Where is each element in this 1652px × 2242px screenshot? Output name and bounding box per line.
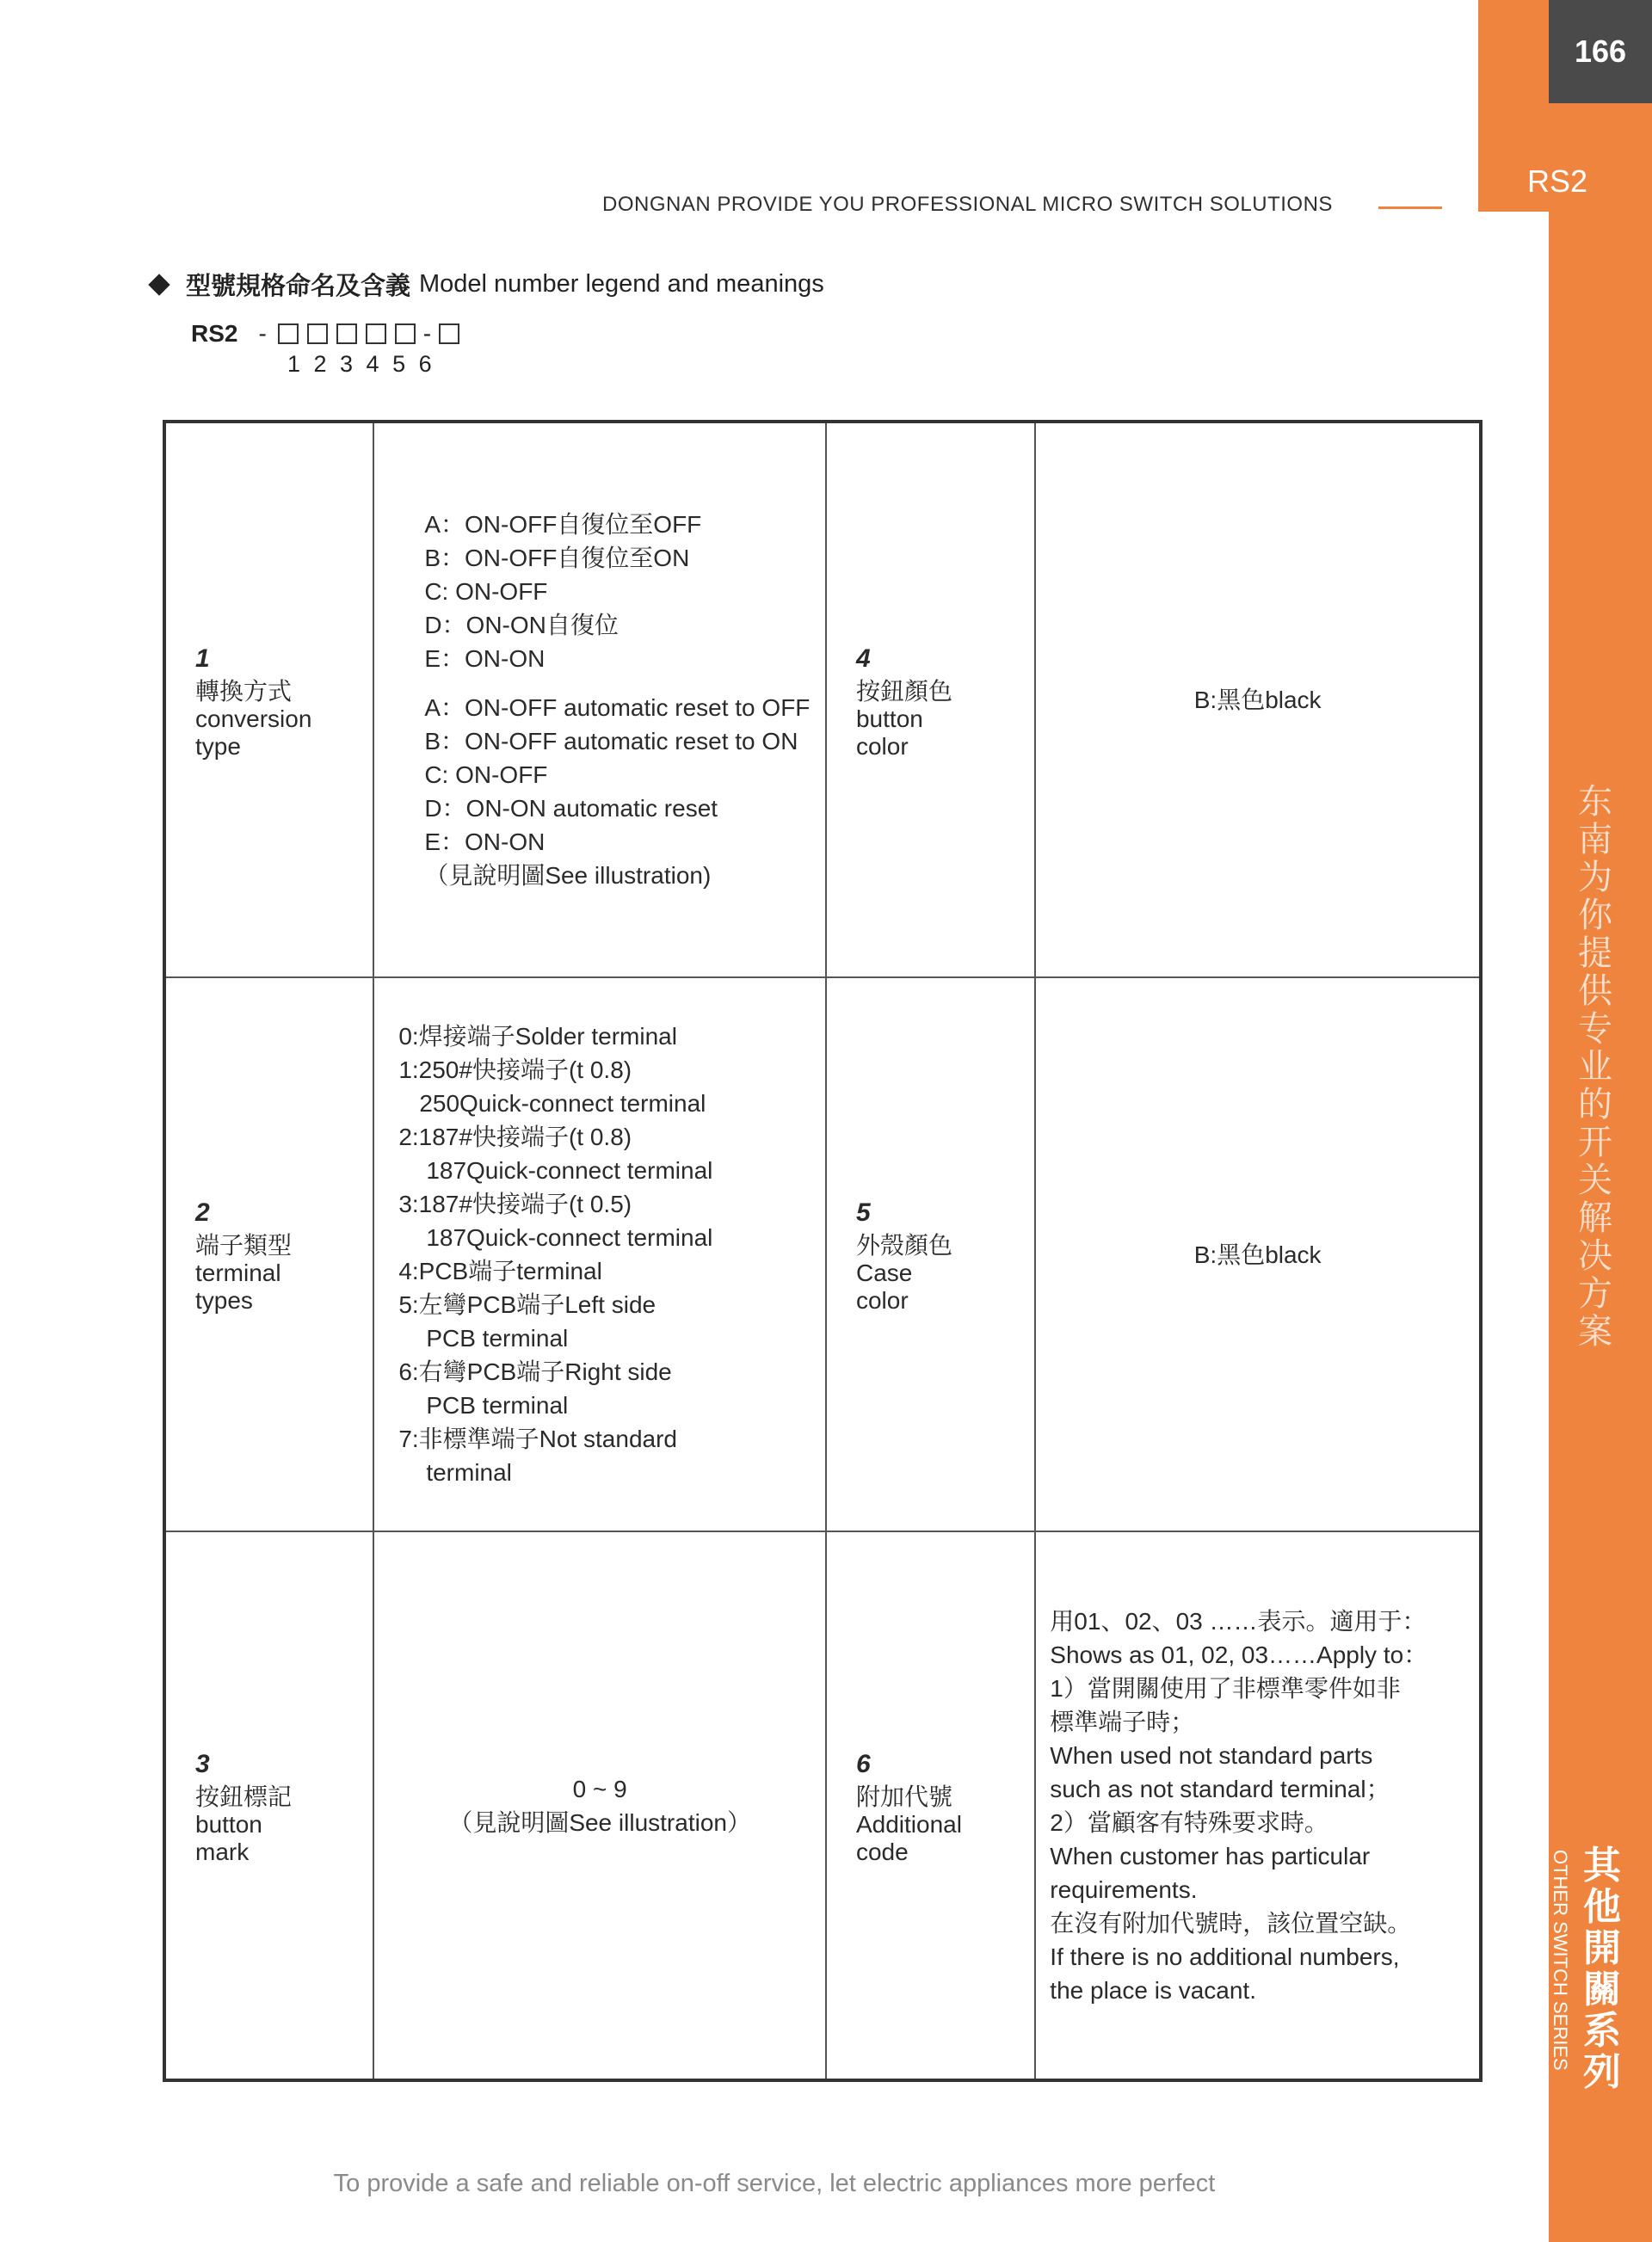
side-slogan-char: 南 bbox=[1578, 821, 1612, 859]
side-slogan-char: 为 bbox=[1578, 859, 1612, 896]
side-slogan-char: 关 bbox=[1578, 1161, 1612, 1199]
model-slot-numbers: 1 2 3 4 5 6 bbox=[287, 351, 433, 377]
side-slogan-char: 方 bbox=[1578, 1275, 1612, 1313]
side-slogan-char: 的 bbox=[1578, 1086, 1612, 1124]
terminal-option: PCB terminal bbox=[426, 1325, 569, 1352]
side-slogan-char: 东 bbox=[1578, 783, 1612, 821]
label-cell-6: 6 附加代號 Additional code bbox=[826, 1531, 1035, 2080]
category-zh-char: 他 bbox=[1583, 1886, 1621, 1928]
model-slot-2 bbox=[307, 323, 328, 344]
terminal-options bbox=[373, 977, 826, 1531]
table-row bbox=[164, 977, 1481, 1531]
additional-code-line: 2）當顧客有特殊要求時。 bbox=[1050, 1808, 1328, 1836]
side-slogan-char: 业 bbox=[1578, 1048, 1612, 1086]
terminal-option: 2:187#快接端子(t 0.8) bbox=[398, 1124, 632, 1150]
model-prefix: RS2 bbox=[191, 320, 238, 347]
terminal-option: PCB terminal bbox=[426, 1392, 569, 1419]
side-slogan-char: 开 bbox=[1578, 1124, 1612, 1161]
category-zh-char: 其 bbox=[1583, 1845, 1621, 1887]
side-slogan-char: 案 bbox=[1578, 1313, 1612, 1351]
terminal-option: 4:PCB端子terminal bbox=[398, 1258, 602, 1284]
category-zh-char: 系 bbox=[1583, 2010, 1621, 2052]
side-slogan-char: 专 bbox=[1578, 1010, 1612, 1048]
additional-code-line: When customer has particular bbox=[1050, 1842, 1371, 1869]
terminal-option: 187Quick-connect terminal bbox=[426, 1157, 713, 1184]
additional-code-line: the place is vacant. bbox=[1050, 1976, 1256, 2004]
side-slogan-char: 你 bbox=[1578, 896, 1612, 934]
side-slogan-char: 提 bbox=[1578, 934, 1612, 972]
legend-title bbox=[151, 267, 824, 302]
legend-title-zh: 型號規格命名及含義 bbox=[186, 273, 411, 300]
series-code: RS2 bbox=[1526, 163, 1588, 199]
side-slogan-char: 解 bbox=[1578, 1199, 1612, 1237]
button-mark-options: 0 ~ 9 （見說明圖See illustration） bbox=[373, 1531, 826, 2080]
label-cell-3: 3 按鈕標記 button mark bbox=[164, 1531, 373, 2080]
terminal-option: 6:右彎PCB端子Right side bbox=[398, 1358, 672, 1385]
model-legend-table bbox=[163, 420, 1482, 2082]
model-code-pattern: RS2 - - bbox=[191, 320, 464, 348]
terminal-option: 5:左彎PCB端子Left side bbox=[398, 1291, 656, 1318]
model-slot-6 bbox=[439, 323, 459, 344]
category-zh-char: 開 bbox=[1583, 1927, 1621, 1969]
side-slogan bbox=[1571, 783, 1619, 1351]
table-row bbox=[164, 422, 1481, 977]
additional-code-line: 在沒有附加代號時，該位置空缺。 bbox=[1050, 1909, 1412, 1937]
header-rule bbox=[1378, 206, 1442, 209]
label-cell-1: 1 轉換方式 conversion type bbox=[164, 422, 373, 977]
model-slot-4 bbox=[366, 323, 386, 344]
additional-code-line: requirements. bbox=[1050, 1876, 1198, 1903]
label-cell-2: 2 端子類型 terminal types bbox=[164, 977, 373, 1531]
label-cell-5: 5 外殼顏色 Case color bbox=[826, 977, 1035, 1531]
category-zh-char: 列 bbox=[1583, 2051, 1621, 2093]
model-slot-1 bbox=[278, 323, 299, 344]
additional-code-line: If there is no additional numbers, bbox=[1050, 1943, 1400, 1970]
header-tagline: DONGNAN PROVIDE YOU PROFESSIONAL MICRO SWITCH SOLUTIONS bbox=[602, 193, 1333, 216]
additional-code-line: When used not standard parts bbox=[1050, 1741, 1373, 1769]
model-slot-3 bbox=[336, 323, 357, 344]
terminal-option: 187Quick-connect terminal bbox=[426, 1224, 713, 1251]
terminal-option: 0:焊接端子Solder terminal bbox=[398, 1023, 677, 1050]
side-slogan-char: 供 bbox=[1578, 972, 1612, 1010]
table-row bbox=[164, 1531, 1481, 2080]
terminal-option: 3:187#快接端子(t 0.5) bbox=[398, 1191, 632, 1217]
button-color-value: B:黑色black bbox=[1035, 422, 1481, 977]
additional-code-line: 用01、02、03 ……表示。適用于： bbox=[1050, 1607, 1427, 1635]
category-zh-char: 關 bbox=[1583, 1968, 1621, 2011]
terminal-option: 7:非標準端子Not standard bbox=[398, 1426, 677, 1452]
category-en-wrap bbox=[1537, 1850, 1583, 2091]
page-number: 166 bbox=[1549, 0, 1652, 103]
side-slogan-char: 决 bbox=[1578, 1237, 1612, 1275]
category-zh bbox=[1576, 1845, 1628, 2093]
additional-code-value bbox=[1035, 1531, 1481, 2080]
terminal-option: terminal bbox=[426, 1459, 512, 1486]
case-color-value: B:黑色black bbox=[1035, 977, 1481, 1531]
footer-slogan: To provide a safe and reliable on-off service, let electric appliances more perfect bbox=[333, 2170, 1216, 2197]
conversion-options: A：ON-OFF自復位至OFF B：ON-OFF自復位至ON C: ON-OFF D：ON-ON自復位 E：ON-ON A：ON-OFF automatic reset to OFF B：ON-OFF automatic reset to ON C: ON-OFF D：ON-ON automatic reset E：ON-ON （見說明圖See illustration) bbox=[373, 422, 826, 977]
label-cell-4: 4 按鈕顏色 button color bbox=[826, 422, 1035, 977]
additional-code-line: such as not standard terminal； bbox=[1050, 1775, 1390, 1802]
terminal-option: 250Quick-connect terminal bbox=[419, 1090, 706, 1117]
additional-code-line: Shows as 01, 02, 03……Apply to： bbox=[1050, 1641, 1428, 1668]
diamond-bullet-icon bbox=[148, 274, 170, 295]
terminal-option: 1:250#快接端子(t 0.8) bbox=[398, 1056, 632, 1083]
model-slot-5 bbox=[395, 323, 416, 344]
category-en: OTHER SWITCH SERIES bbox=[1550, 1850, 1571, 2071]
legend-title-en: Model number legend and meanings bbox=[419, 270, 824, 298]
additional-code-line: 標準端子時； bbox=[1050, 1708, 1195, 1735]
additional-code-line: 1）當開關使用了非標準零件如非 bbox=[1050, 1674, 1401, 1702]
